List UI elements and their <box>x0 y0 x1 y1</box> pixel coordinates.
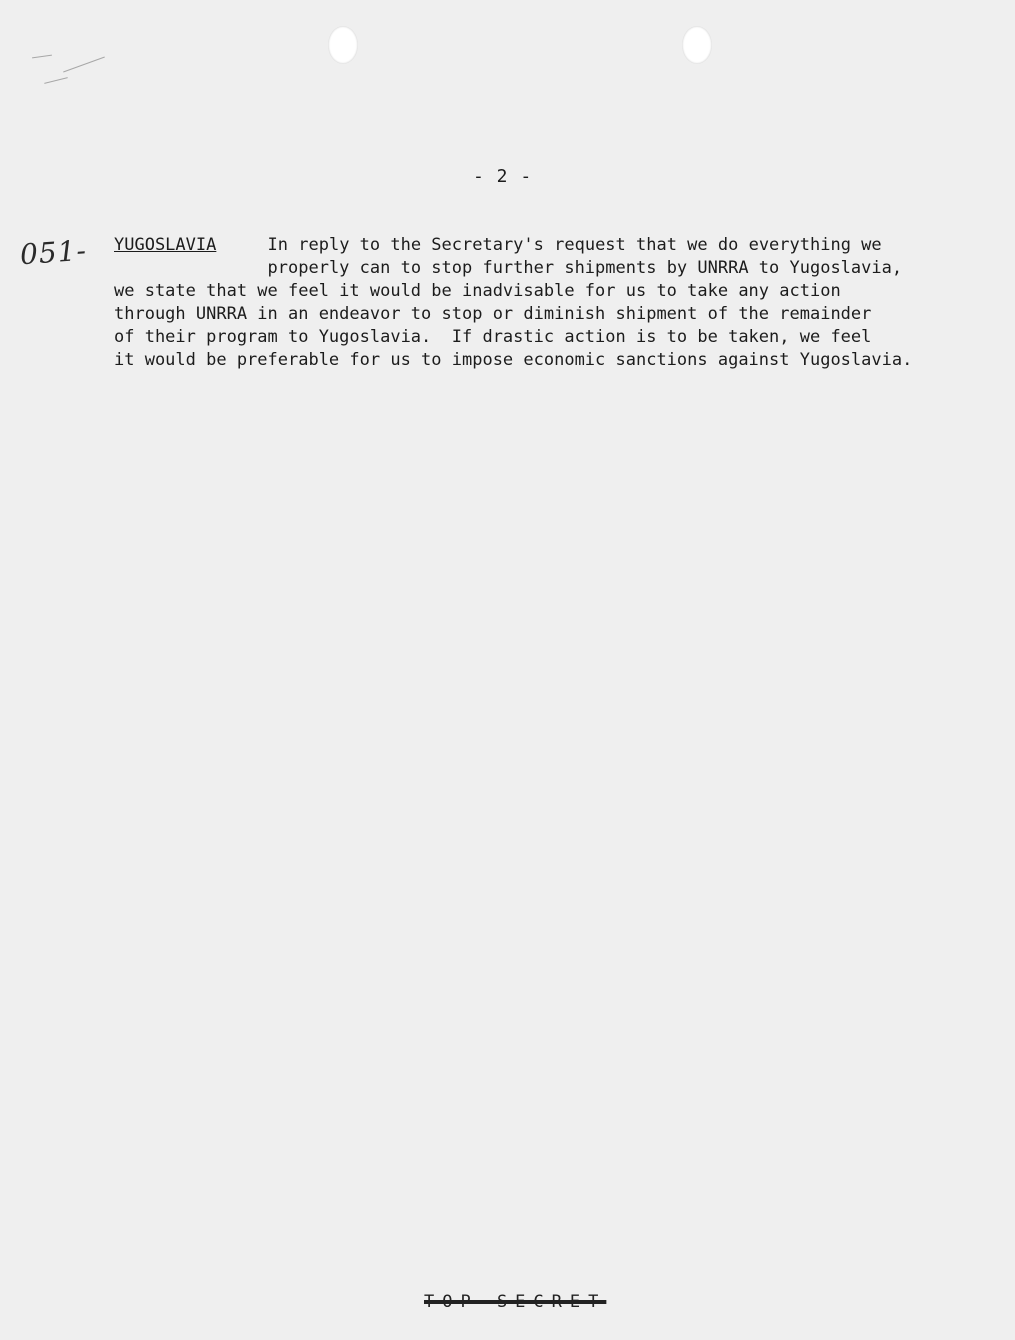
paragraph-line: properly can to stop further shipments by UNRRA to Yugoslavia, <box>267 258 903 278</box>
memo-paragraph <box>114 234 912 372</box>
section-heading: YUGOSLAVIA <box>114 235 217 255</box>
paragraph-line: In reply to the Secretary's request that we do everything we <box>267 235 882 255</box>
handwritten-file-number: 051- <box>18 233 88 272</box>
classification-marking: TOP SECRET <box>424 1292 607 1312</box>
punch-hole-left <box>328 26 358 64</box>
paragraph-line: we state that we feel it would be inadvisable for us to take any action <box>114 281 841 301</box>
paragraph-line: through UNRRA in an endeavor to stop or diminish shipment of the remainder <box>114 304 872 324</box>
punch-hole-right <box>682 26 712 64</box>
pencil-mark <box>63 57 105 73</box>
pencil-mark <box>44 77 68 84</box>
pencil-mark <box>32 55 52 59</box>
page-number: - 2 - <box>473 166 533 187</box>
paragraph-line: it would be preferable for us to impose economic sanctions against Yugoslavia. <box>114 350 913 370</box>
paragraph-line: of their program to Yugoslavia. If drastic action is to be taken, we feel <box>114 327 872 347</box>
